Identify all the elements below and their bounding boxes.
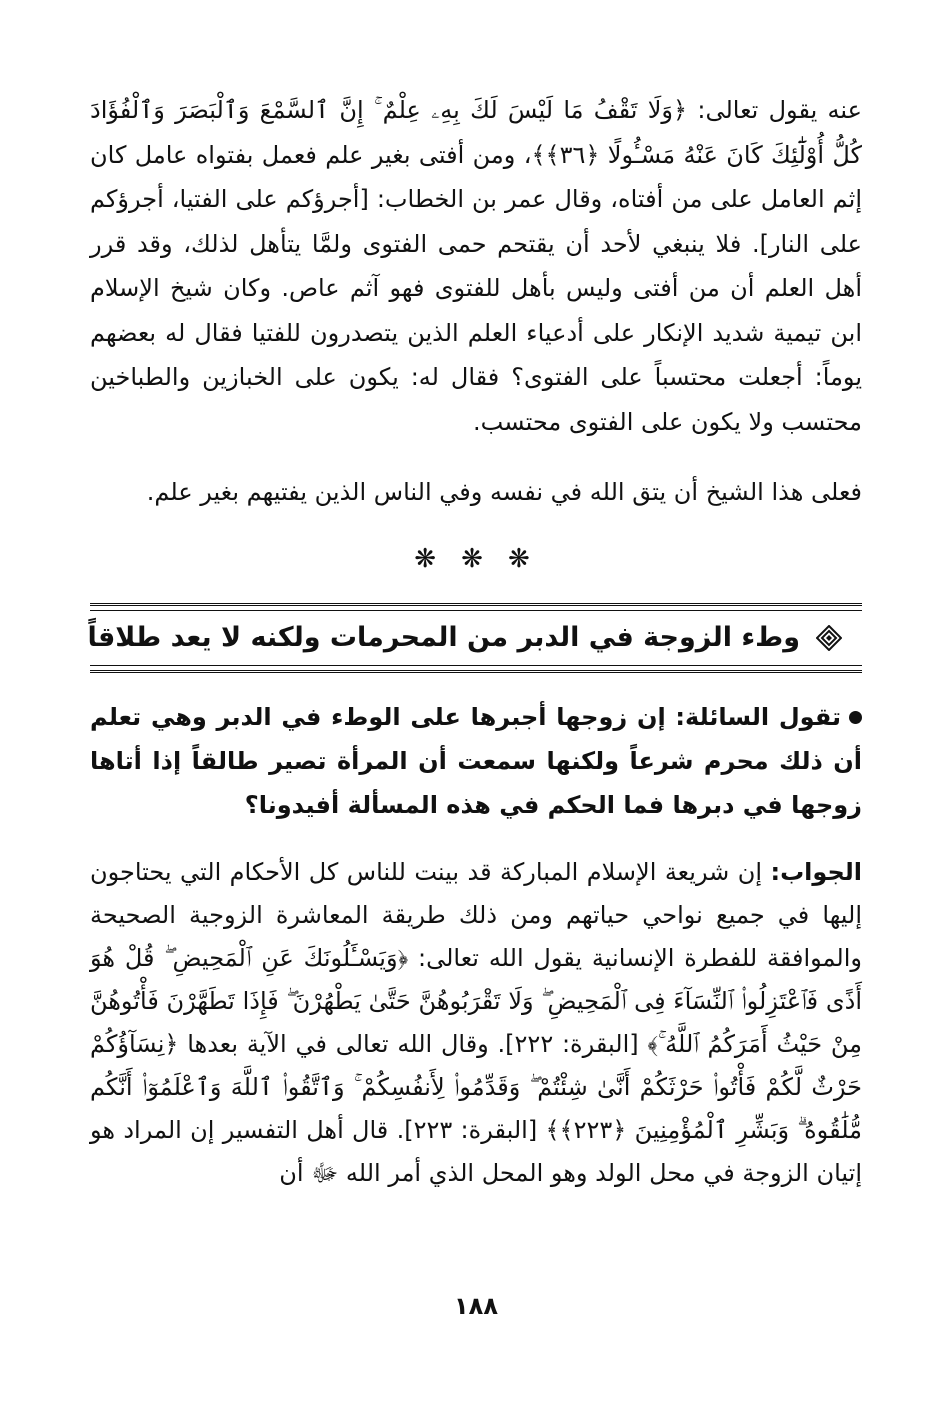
- page-body: [87, 88, 863, 1401]
- paragraph-2: فعلى هذا الشيخ أن يتق الله في نفسه وفي الناس الذين يفتيهم بغير علم.: [146, 478, 862, 506]
- answer-label: الجواب:: [770, 857, 862, 886]
- question: [90, 695, 862, 827]
- separator-asterisks: ❋ ❋ ❋: [414, 543, 538, 574]
- paragraph-1: عنه يقول تعالى: ﴿وَلَا تَقْفُ مَا لَيْسَ لَكَ بِهِۦ عِلْمٌ ۚ إِنَّ ٱلسَّمْعَ وَٱلْبَصَرَ وَٱلْفُؤَادَ كُلُّ أُوْلَٰٓئِكَ كَانَ عَنْهُ مَسْـُٔولًا ﴿٣٦﴾﴾، ومن أفتى بغير علم فعمل بفتواه عامل كان إثم العامل على من أفتاه، وقال عمر بن الخطاب: [أجرؤكم على الفتيا، أجرؤكم على النار]. فلا ينبغي لأحد أن يقتحم حمى الفتوى ولمَّا يتأهل لذلك، وقد قرر أهل العلم أن من أفتى وليس بأهل للفتوى فهو آثم عاص. وكان شيخ الإسلام ابن تيمية شديد الإنكار على أدعياء العلم الذين يتصدرون للفتيا فقال له بعضهم يوماً: أجعلت محتسباً على الفتوى؟ فقال له: يكون على الخبازين والطباخين محتسب ولا يكون على الفتوى محتسب.: [90, 96, 862, 436]
- answer-text: إن شريعة الإسلام المباركة قد بينت للناس كل الأحكام التي يحتاجون إليها في جميع نواحي حياتهم ومن ذلك طريقة المعاشرة الزوجية الصحيحة والموافقة للفطرة الإنسانية يقول الله تعالى: ﴿وَيَسْـَٔلُونَكَ عَنِ ٱلْمَحِيضِ ۖ قُلْ هُوَ أَذًى فَٱعْتَزِلُوا۟ ٱلنِّسَآءَ فِى ٱلْمَحِيضِ ۖ وَلَا تَقْرَبُوهُنَّ حَتَّىٰ يَطْهُرْنَ ۖ فَإِذَا تَطَهَّرْنَ فَأْتُوهُنَّ مِنْ حَيْثُ أَمَرَكُمُ ٱللَّهُ ۚ﴾ [البقرة: ٢٢٢]. وقال الله تعالى في الآية بعدها ﴿نِسَآؤُكُمْ حَرْثٌ لَّكُمْ فَأْتُوا۟ حَرْثَكُمْ أَنَّىٰ شِئْتُمْ ۖ وَقَدِّمُوا۟ لِأَنفُسِكُمْ ۚ وَٱتَّقُوا۟ ٱللَّهَ وَٱعْلَمُوٓا۟ أَنَّكُم مُّلَٰقُوهُ ۗ وَبَشِّرِ ٱلْمُؤْمِنِينَ ﴿٢٢٣﴾﴾ [البقرة: ٢٢٣]. قال أهل التفسير إن المراد هو إتيان الزوجة في محل الولد وهو المحل الذي أمر الله ﷻ أن: [90, 857, 863, 1187]
- bullet-icon: [849, 711, 862, 724]
- section-title-wrap: [87, 606, 842, 670]
- section-title: وطء الزوجة في الدبر من المحرمات ولكنه لا يعد طلاقاً: [87, 622, 800, 653]
- section-header: [87, 603, 862, 673]
- question-text: تقول السائلة: إن زوجها أجبرها على الوطء في الدبر وهي تعلم أن ذلك محرم شرعاً ولكنها سمعت أن المرأة تصير طالقاً إذا أتاها زوجها في دبرها فما الحكم في هذه المسألة أفيدونا؟: [90, 702, 862, 819]
- page-number: ١٨٨: [454, 1292, 498, 1320]
- answer: [90, 851, 862, 1195]
- diamond-icon: [816, 625, 842, 651]
